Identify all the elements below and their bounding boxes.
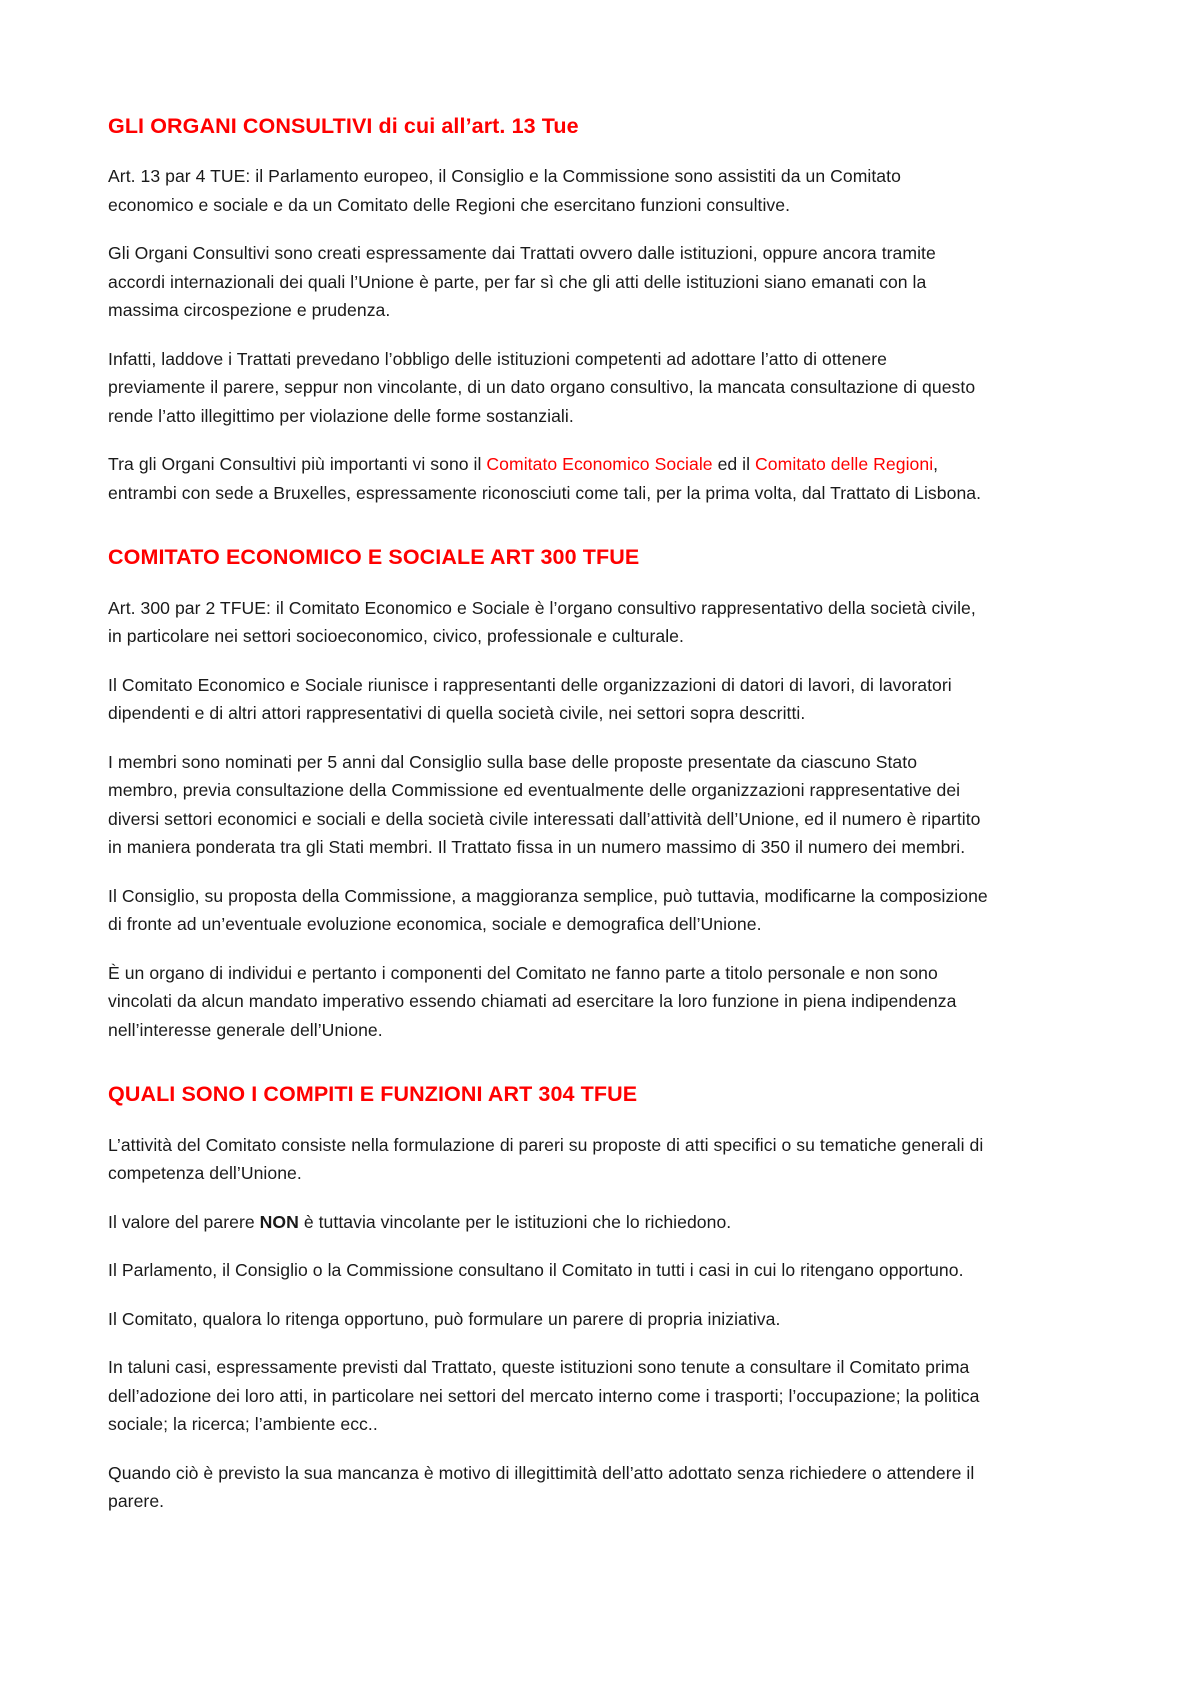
heading-compiti-funzioni: QUALI SONO I COMPITI E FUNZIONI ART 304 TFUE (108, 1082, 638, 1107)
paragraph-organi-creati: Gli Organi Consultivi sono creati espressamente dai Trattati ovvero dalle istituzioni, oppure ancora tramite accordi internazionali dei quali l’Unione è parte, per far sì che gli atti delle istituzioni siano emanati con la massima circospezione e prudenza. (108, 243, 936, 321)
paragraph-valore-parere (108, 1208, 988, 1237)
paragraph-infatti-laddove: Infatti, laddove i Trattati prevedano l’obbligo delle istituzioni competenti ad adottare l’atto di ottenere previamente il parere, seppur non vincolante, di un dato organo consultivo, la mancata consultazione di questo rende l’atto illegittimo per violazione delle forme sostanziali. (108, 348, 976, 426)
run-comitato-delle-regioni: Comitato delle Regioni (755, 454, 934, 475)
paragraph-attivita-comitato: L’attività del Comitato consiste nella formulazione di pareri su proposte di atti specifici o su tematiche generali di competenza dell’Unione. (108, 1134, 984, 1184)
paragraph-tra-gli-organi (108, 450, 988, 507)
heading-comitato-economico-sociale: COMITATO ECONOMICO E SOCIALE ART 300 TFUE (108, 545, 640, 570)
run-non-emphasis: NON (259, 1211, 299, 1232)
run-text: Il valore del parere (108, 1211, 260, 1232)
run-text: ed il (712, 454, 756, 475)
paragraph-taluni-casi: In taluni casi, espressamente previsti dal Trattato, queste istituzioni sono tenute a consultare il Comitato prima dell’adozione dei loro atti, in particolare nei settori del mercato interno come i trasporti; l’occupazione; la politica sociale; la ricerca; l’ambiente ecc.. (108, 1357, 980, 1435)
paragraph-comitato-iniziativa: Il Comitato, qualora lo ritenga opportuno, può formulare un parere di propria iniziativa. (108, 1308, 781, 1329)
heading-organi-consultivi: GLI ORGANI CONSULTIVI di cui all’art. 13 Tue (108, 114, 579, 138)
paragraph-art13-par4: Art. 13 par 4 TUE: il Parlamento europeo, il Consiglio e la Commissione sono assistiti da un Comitato economico e sociale e da un Comitato delle Regioni che esercitano funzioni consultive. (108, 166, 901, 215)
run-text: , entrambi con sede a Bruxelles, espressamente riconosciuti come tali, per la prima volta, dal Trattato di Lisbona. (108, 454, 982, 503)
paragraph-parlamento-consultano: Il Parlamento, il Consiglio o la Commissione consultano il Comitato in tutti i casi in cui lo ritengano opportuno. (108, 1260, 964, 1281)
run-text: è tuttavia vincolante per le istituzioni che lo richiedono. (298, 1211, 732, 1232)
paragraph-consiglio-proposta: Il Consiglio, su proposta della Commissione, a maggioranza semplice, può tuttavia, modificarne la composizione di fronte ad un’eventuale evoluzione economica, sociale e demografica dell’Unione. (108, 885, 988, 935)
paragraph-art300-par2: Art. 300 par 2 TFUE: il Comitato Economico e Sociale è l’organo consultivo rappresentativo della società civile, in particolare nei settori socioeconomico, civico, professionale e culturale. (108, 597, 976, 647)
document-body (108, 112, 988, 1516)
paragraph-comitato-riunisce: Il Comitato Economico e Sociale riunisce i rappresentanti delle organizzazioni di datori di lavori, di lavoratori dipendenti e di altri attori rappresentativi di quella società civile, nei settori sopra descritti. (108, 674, 952, 724)
paragraph-membri-nominati: I membri sono nominati per 5 anni dal Consiglio sulla base delle proposte presentate da ciascuno Stato membro, previa consultazione della Commissione ed eventualmente delle organizzazioni rappresentative dei diversi settori economici e sociali e della società civile interessati dall’attività dell’Unione, ed il numero è ripartito in maniera ponderata tra gli Stati membri. Il Trattato fissa in un numero massimo di 350 il numero dei membri. (108, 751, 981, 858)
run-comitato-economico-sociale: Comitato Economico Sociale (486, 454, 713, 475)
paragraph-quando-previsto: Quando ciò è previsto la sua mancanza è motivo di illegittimità dell’atto adottato senza richiedere o attendere il parere. (108, 1462, 975, 1512)
paragraph-organo-individui: È un organo di individui e pertanto i componenti del Comitato ne fanno parte a titolo personale e non sono vincolati da alcun mandato imperativo essendo chiamati ad esercitare la loro funzione in piena indipendenza nell’interesse generale dell’Unione. (108, 962, 957, 1040)
run-text: Tra gli Organi Consultivi più importanti vi sono il (108, 454, 487, 475)
